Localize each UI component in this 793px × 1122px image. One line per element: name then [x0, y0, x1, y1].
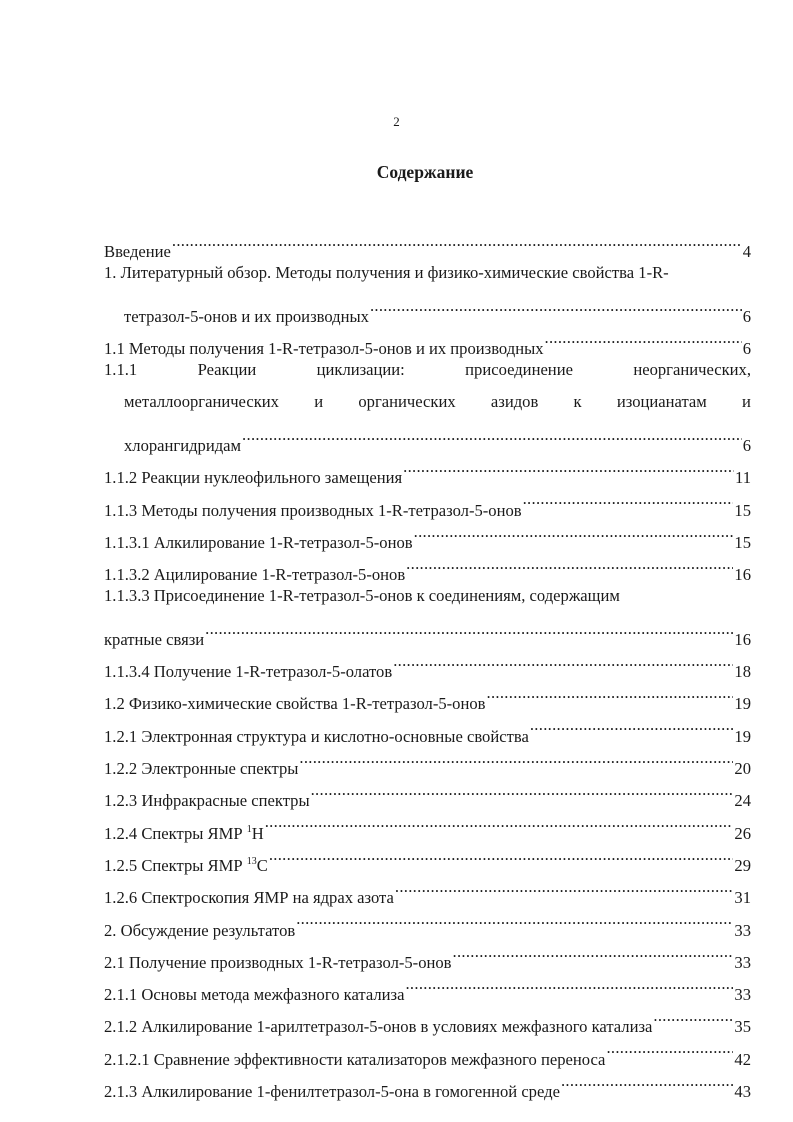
toc-leader	[561, 1065, 733, 1097]
isotope-mass: 13	[246, 855, 257, 867]
toc-label: 2.1.1 Основы метода межфазного катализа	[104, 985, 405, 1005]
toc-word: присоединение	[465, 360, 573, 380]
toc-page: 42	[734, 1049, 751, 1069]
toc-page: 20	[734, 759, 751, 779]
toc-leader	[414, 516, 734, 548]
toc-leader	[172, 225, 742, 257]
toc-page: 16	[734, 629, 751, 649]
toc-label: 2.1.2 Алкилирование 1-арилтетразол-5-онов в условиях межфазного катализа	[104, 1017, 653, 1037]
toc-label-prefix: 1.2.5 Спектры ЯМР	[104, 855, 247, 875]
toc-entry-ch1-line1: 1. Литературный обзор. Методы получения и физико-химические свойства 1-R-	[104, 263, 669, 283]
page-title: Содержание	[376, 162, 474, 182]
toc-label: 1.1 Методы получения 1-R-тетразол-5-онов и их производных	[104, 339, 544, 359]
toc-label: хлорангидридам	[124, 436, 242, 456]
toc-label: 1.1.3.1 Алкилирование 1-R-тетразол-5-онов	[104, 532, 413, 552]
toc-leader	[269, 839, 734, 871]
toc-word: азидов	[490, 392, 539, 412]
toc-page: 43	[734, 1082, 751, 1102]
toc-label: 2. Обсуждение результатов	[104, 920, 296, 940]
toc-page: 15	[734, 532, 751, 552]
toc-leader	[296, 903, 733, 935]
toc-label: кратные связи	[104, 629, 205, 649]
toc-leader	[523, 483, 734, 515]
toc-label: тетразол-5-онов и их производных	[124, 306, 369, 326]
toc-label: 2.1 Получение производных 1-R-тетразол-5-онов	[104, 952, 452, 972]
toc-label: 1.1.2 Реакции нуклеофильного замещения	[104, 468, 403, 488]
toc-entry-1-1-3-3-line1: 1.1.3.3 Присоединение 1-R-тетразол-5-онов к соединениям, содержащим	[104, 586, 620, 606]
toc-word: циклизации:	[316, 360, 405, 380]
toc-page: 16	[734, 565, 751, 585]
toc-label: 1.2.6 Спектроскопия ЯМР на ядрах азота	[104, 888, 394, 908]
toc-page: 35	[734, 1017, 751, 1037]
toc-word: металлоорганических	[124, 392, 279, 412]
toc-leader	[242, 419, 742, 451]
toc-label	[104, 818, 264, 850]
toc-page: 11	[735, 468, 751, 488]
toc-page: 33	[734, 985, 751, 1005]
page-number: 2	[393, 114, 400, 129]
table-of-contents	[104, 225, 751, 1102]
toc-label: Введение	[104, 242, 171, 262]
toc-page: 26	[734, 823, 751, 843]
toc-leader	[395, 871, 734, 903]
toc-leader	[403, 451, 734, 483]
toc-leader	[205, 613, 733, 645]
toc-leader	[393, 645, 733, 677]
toc-leader	[299, 742, 733, 774]
toc-label: 1.1.3.2 Ацилирование 1-R-тетразол-5-онов	[104, 565, 406, 585]
toc-label: 1.2.2 Электронные спектры	[104, 759, 299, 779]
toc-word: неорганических,	[633, 360, 751, 380]
toc-page: 6	[742, 339, 751, 359]
toc-page: 24	[734, 791, 751, 811]
toc-label-prefix: 1.2.4 Спектры ЯМР	[104, 823, 247, 843]
toc-word: 1.1.1	[104, 360, 138, 380]
toc-page: 19	[734, 694, 751, 714]
toc-page: 33	[734, 920, 751, 940]
toc-entry-ch1-line2	[104, 290, 751, 326]
toc-label-suffix: H	[251, 823, 264, 843]
toc-label: 2.1.2.1 Сравнение эффективности катализаторов межфазного переноса	[104, 1049, 606, 1069]
toc-label	[104, 850, 268, 882]
toc-label-suffix: C	[256, 855, 268, 875]
toc-page: 18	[734, 662, 751, 682]
toc-entry-1-1-1-line2	[104, 386, 751, 418]
toc-leader	[606, 1032, 733, 1064]
toc-page: 15	[734, 500, 751, 520]
toc-word: к	[573, 392, 582, 412]
toc-leader	[530, 709, 734, 741]
toc-word: органических	[358, 392, 456, 412]
toc-word: и	[314, 392, 324, 412]
toc-page: 31	[734, 888, 751, 908]
toc-label: 1.2.1 Электронная структура и кислотно-основные свойства	[104, 726, 529, 746]
toc-leader	[405, 968, 733, 1000]
toc-leader	[653, 1000, 733, 1032]
toc-page: 19	[734, 726, 751, 746]
toc-leader	[265, 806, 734, 838]
toc-word: и	[742, 392, 751, 412]
toc-word: Реакции	[197, 360, 257, 380]
toc-word: изоцианатам	[616, 392, 707, 412]
toc-entry-1-1-1-line3	[104, 419, 751, 456]
toc-entry-1-1-3-3-line2	[104, 613, 751, 649]
toc-page: 6	[742, 306, 751, 326]
toc-leader	[311, 774, 734, 806]
toc-label: 2.1.3 Алкилирование 1-фенилтетразол-5-она в гомогенной среде	[104, 1082, 560, 1102]
toc-leader	[453, 936, 734, 968]
toc-label: 1.2 Физико-химические свойства 1-R-тетразол-5-онов	[104, 694, 486, 714]
toc-page: 4	[742, 242, 751, 262]
toc-page: 29	[734, 855, 751, 875]
isotope-mass: 1	[246, 823, 252, 835]
toc-label: 1.1.3 Методы получения производных 1-R-тетразол-5-онов	[104, 500, 522, 520]
toc-leader	[545, 322, 742, 354]
toc-label: 1.2.3 Инфракрасные спектры	[104, 791, 310, 811]
toc-page: 6	[742, 436, 751, 456]
toc-label: 1.1.3.4 Получение 1-R-тетразол-5-олатов	[104, 662, 393, 682]
toc-entry-intro	[104, 225, 751, 262]
toc-leader	[487, 677, 734, 709]
toc-leader	[406, 548, 733, 580]
toc-page: 33	[734, 952, 751, 972]
toc-leader	[370, 290, 742, 322]
